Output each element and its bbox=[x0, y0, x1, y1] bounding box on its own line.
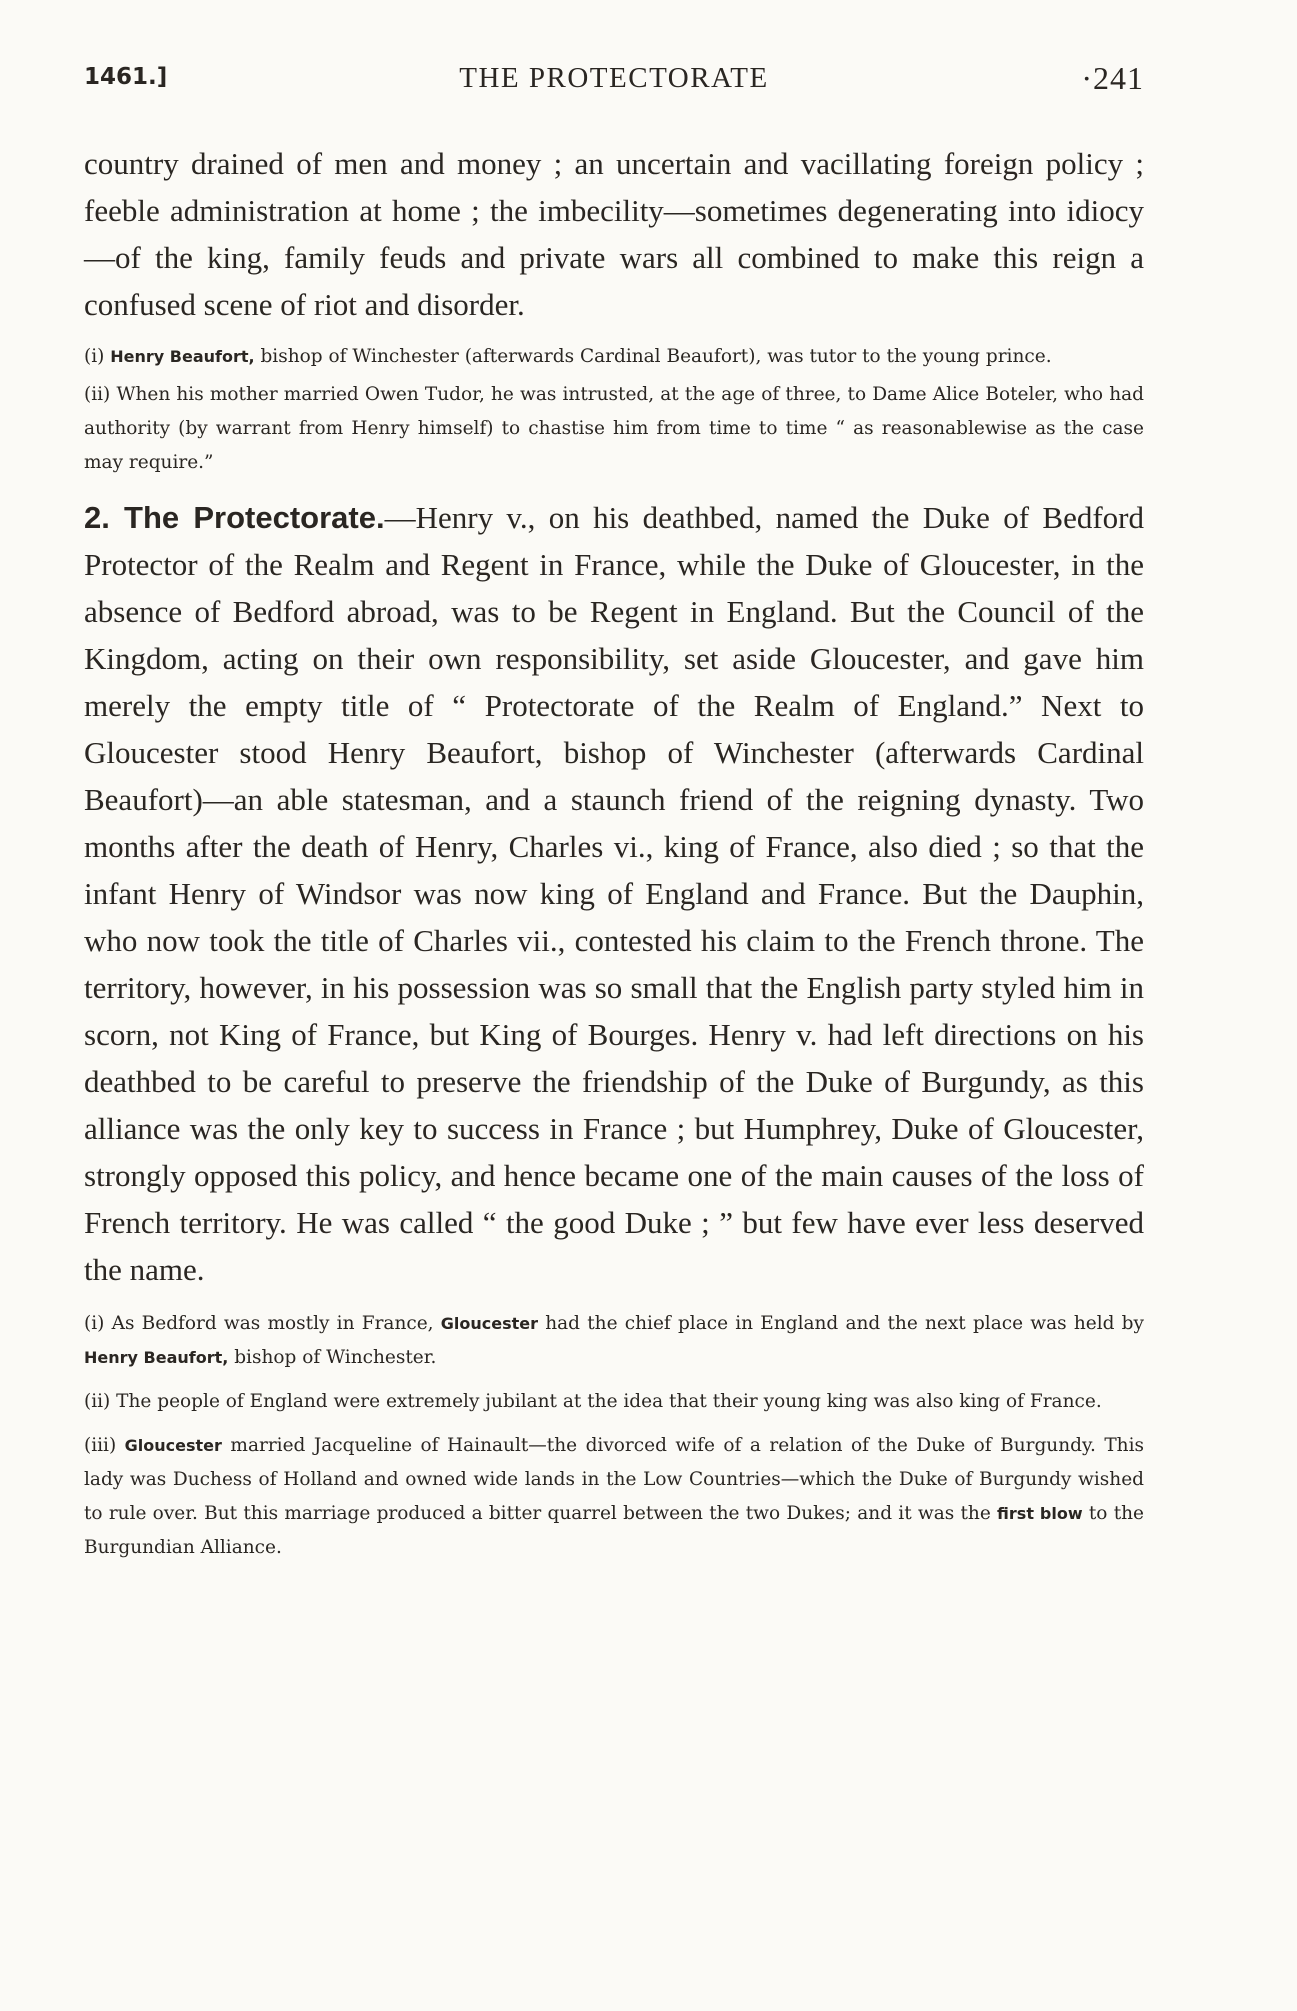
footnote-marker: (iii) bbox=[84, 1435, 117, 1456]
section-paragraph bbox=[84, 494, 1144, 1293]
footnotes-first bbox=[84, 340, 1144, 480]
footnote-text: As Bedford was mostly in France, bbox=[111, 1313, 434, 1334]
footnotes-second bbox=[84, 1307, 1144, 1565]
footnote-item bbox=[84, 1385, 1144, 1419]
footnote-item bbox=[84, 340, 1144, 374]
footnote-marker: (i) bbox=[84, 1313, 105, 1334]
section-heading: 2. The Protectorate. bbox=[84, 500, 385, 535]
footnote-text: had the chief place in England and the next place was held by bbox=[545, 1313, 1144, 1334]
running-header bbox=[84, 50, 1144, 100]
footnote-text: bishop of Winchester. bbox=[234, 1347, 437, 1368]
footnote-bold: Henry Beaufort, bbox=[84, 1348, 229, 1367]
footnote-bold: Gloucester bbox=[440, 1314, 539, 1333]
header-title: THE PROTECTORATE bbox=[459, 62, 769, 94]
footnote-bold: Henry Beaufort, bbox=[110, 347, 255, 366]
section-text: —Henry v., on his deathbed, named the Duke of Bedford Protector of the Realm and Regent in France, while the Duke of Gloucester, in the absence of Bedford abroad, was to be Regent in England. But the Council of the Kingdom, acting on their own responsibility, set aside Gloucester, and gave him merely the empty title of “ Protectorate of the Realm of England.” Next to Gloucester stood Henry Beaufort, bishop of Winchester (afterwards Cardinal Beaufort)—an able statesman, and a staunch friend of the reigning dynasty. Two months after the death of Henry, Charles vi., king of France, also died ; so that the infant Henry of Windsor was now king of England and France. But the Dauphin, who now took the title of Charles vii., contested his claim to the French throne. The territory, however, in his possession was so small that the English party styled him in scorn, not King of France, but King of Bourges. Henry v. had left directions on his deathbed to be careful to preserve the friendship of the Duke of Burgundy, as this alliance was the only key to success in France ; but Humphrey, Duke of Gloucester, strongly opposed this policy, and hence became one of the main causes of the loss of French territory. He was called “ the good Duke ; ” but few have ever less deserved the name. bbox=[84, 500, 1144, 1287]
footnote-bold: first blow bbox=[997, 1504, 1083, 1523]
footnote-item bbox=[84, 378, 1144, 480]
header-year: 1461.] bbox=[84, 64, 168, 90]
footnote-text: When his mother married Owen Tudor, he was intrusted, at the age of three, to Dame Alice Boteler, who had authority (by warrant from Henry himself) to chastise him from time to time “ as reasonablewise as the case may require.” bbox=[84, 384, 1144, 473]
footnote-item bbox=[84, 1307, 1144, 1375]
footnote-item bbox=[84, 1429, 1144, 1565]
footnote-text: married Jacqueline of Hainault—the divorced wife of a relation of the Duke of Burgundy. This lady was Duchess of Holland and owned wide lands in the Low Countries—which the Duke of Burgundy wished to rule over. But this marriage produced a bitter quarrel between the two Dukes; and it was the bbox=[84, 1435, 1144, 1524]
footnote-marker: (i) bbox=[84, 346, 105, 367]
footnote-bold: Gloucester bbox=[124, 1436, 222, 1455]
book-page bbox=[84, 50, 1144, 1565]
page-number: ·241 bbox=[1081, 60, 1144, 96]
footnote-marker: (ii) bbox=[84, 1391, 111, 1412]
footnote-text: The people of England were extremely jubilant at the idea that their young king was also king of France. bbox=[116, 1391, 1102, 1412]
footnote-text: to the Burgundian Alliance. bbox=[84, 1503, 1144, 1558]
footnote-marker: (ii) bbox=[84, 384, 111, 405]
footnote-text: bishop of Winchester (afterwards Cardinal Beaufort), was tutor to the young prince. bbox=[260, 346, 1052, 367]
intro-paragraph: country drained of men and money ; an uncertain and vacillating foreign policy ; feeble administration at home ; the imbecility—sometimes degenerating into idiocy—of the king, family feuds and private wars all combined to make this reign a confused scene of riot and disorder. bbox=[84, 146, 1144, 322]
